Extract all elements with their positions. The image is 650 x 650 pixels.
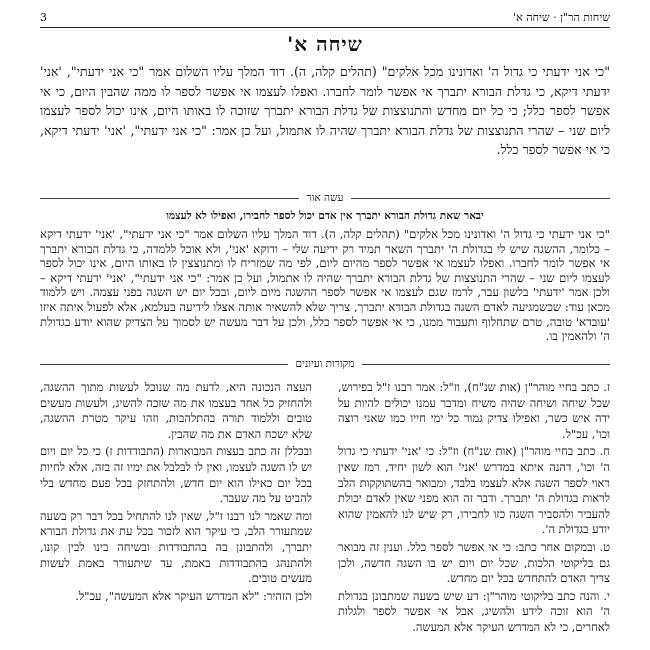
ohr-commentary: "כי אני ידעתי כי גדול ה' ואדונינו מכל אלקים" (תהלים קלה, ה). דוד המלך עליו השלום אמר "כי אני ידעתי", 'אני' ידעתי דיקא – כלומר, ההשגה שיש לי בגדולת ה' יתברך השאר תמיד רק ידיעה שלי – ודוקא 'אני', ולא אוכל ללמדה, כי גדלת הבורא יתברך אי אפשר לומר לחברו. ואפלו לעצמו אי אפשר לספר מהיום ליום, לפי מה שמזריח לו ומתנוצצין לו באותו היום, אינו יכול לספר לעצמו ליום שני – שהרי התנוצצות של גדלת הבורא יתברך שהיה לו אתמול, ועל כן אמר: "כי אני ידעתי", 'אני' ידעתי דיקא – ולכן אמר 'ידעתי' בלשון עבר, לרמז שגם לעצמו אי אפשר לספר ההשגה מיום ליום, ובכל יום יש השגה בפני עצמה. ויש ללמוד מכאן עוד: שכשמגיעה לאדם השגה בגדולת הבורא יתברך, צריך שלא להשאיר אותה אצלו לידיעה בעלמא, אלא לפעול איתה איזו 'עובדא' טובה, טרם שתחלוף ותעבור ממנו, כי אי אפשר לספר כלל, ולכן על דבר מעשה יש לסמוך על הצדיק שהוא יודע בגדולת ה' ולהאמין בו. xyxy=(40,227,610,344)
sources-column-left xyxy=(40,380,312,642)
divider-line xyxy=(351,198,610,199)
page-number: 3 xyxy=(40,10,47,24)
source-paragraph: ח. כתב בחיי מוהר"ן (אות שנ"ח) וז"ל: כי 'אני' ידעתי כי גדול ה' וכו', דהנה איתא במדרש 'אני' הוא לשון יחיד, רמז שאין ראוי לספר השגה אלא לעצמו בלבד, ומבואר בהשתוקקות הלב לראות בגדולת ה' יתברך. ודבר זה הוא מפני שאין לאדם יכולת להעביר ולהסביר השגה כזו לחבירו, רק שיש לנו להאמין שהוא יודע בגדולת ה'. xyxy=(338,444,610,537)
header-rule xyxy=(40,27,610,28)
divider-line xyxy=(362,364,610,365)
sources-section-label: מקורות ועיונים xyxy=(295,358,355,370)
main-text: "כי אני ידעתי כי גדול ה' ואדונינו מכל אלקים" (תהלים קלה, ה). דוד המלך עליו השלום אמר "כי אני ידעתי", 'אני' ידעתי דיקא, כי גדלת הבורא יתברך אי אפשר לומר לחברו. ואפלו לעצמו אי אפשר לספר לו ממה שהבין היום, כי אי אפשר לספר כלל; כי כל יום מחדש והתנוצצות של גדלת הבורא יתברך שזוכה לו באותו היום, אינו יכול לספר לעצמו ליום שני – שהרי התנוצצות של גדלת הבורא יתברך שהיה לו אתמול, ועל כן אמר: "כי אני ידעתי", 'אני' ידעתי דיקא, כי אי אפשר לספר כלל. xyxy=(40,64,610,157)
running-title: שיחות הר"ן · שיחה א' xyxy=(513,10,610,24)
ohr-section-label: עשה אור xyxy=(306,192,344,204)
divider-line xyxy=(40,364,288,365)
sources-column-right xyxy=(338,380,610,642)
source-paragraph: ובכללן זה כתב בעצות המבוארות (התבודדות ז) כי כל יום ויום יש לו השגה לעצמו, ואין לו לבלבל את ימיו זה בזה, אלא לחיות בכל יום כאילו הוא יום חדש, ולהתחזק בכל פעם מחדש בלי להביט על מה שעבר. xyxy=(40,444,312,506)
source-paragraph: ולכן הזהיר: "לא המדרש העיקר אלא המעשה", עכ"ל. xyxy=(75,588,312,603)
ohr-subtitle: יבאר שאת גדולת הבורא יתברך אין אדם יכול לספר לחבירו, ואפילו לא לעצמו xyxy=(166,210,484,222)
source-paragraph: ז. כתב בחיי מוהר"ן (אות שנ"ח), וז"ל: אמר רבנו ז"ל בפירוש, שכל שיחה ושיחה שהיה משיח ומדבר עמנו יכולים להיות על ידה איש כשר, ואפילו צדיק גמור כל ימי חייו כמו שאני רוצה וכו', עכ"ל. xyxy=(338,380,610,441)
ohr-section-divider xyxy=(40,190,610,206)
sources-section-divider xyxy=(40,356,610,372)
divider-line xyxy=(40,198,299,199)
source-paragraph: העצה הנכונה היא, לדעת מה שנוכל לעשות מתוך ההשגה, ולהחזיק כל אחד בעצמו את מה שזכה להשיג, ולעשות מעשים טובים וללמוד תורה בהתלהבות, וזהו עיקר מטרת ההשגה, שלא ישכח האדם את מה שהבין. xyxy=(40,380,312,441)
source-paragraph: י. והנה כתב בליקוטי מוהר"ן: דע שיש בשעה שמתבונן בגדולת ה' הוא זוכה לידע ולהשיג, אבל אי אפשר לספר ולגלות לאחרים, כי לא המדרש העיקר אלא המעשה. xyxy=(338,588,610,634)
source-paragraph: ומה שאמר לנו רבנו ז"ל, שאין לנו להתחיל בכל דבר רק בשעה שמתעורר הלב, כי עיקר הוא לזכור בכל עת את גדולת הבורא יתברך, ולהתבונן בה בהתבודדות ובשיחה בינו לבין קונו, ולהתנהג בהתבודדות באמת, עד שיתעורר באמת לעשות מעשים טובים. xyxy=(40,508,312,586)
sources-columns xyxy=(40,380,610,642)
source-paragraph: ט. ובמקום אחר כתב: כי אי אפשר לספר כלל. וענין זה מבואר גם בליקוטי הלכות, שכל יום ויום יש בו השגה חדשה, ולכן צריך האדם להתחדש בכל יום מחדש. xyxy=(338,539,610,586)
running-header xyxy=(40,8,610,26)
chapter-title: שיחה א' xyxy=(287,32,363,56)
